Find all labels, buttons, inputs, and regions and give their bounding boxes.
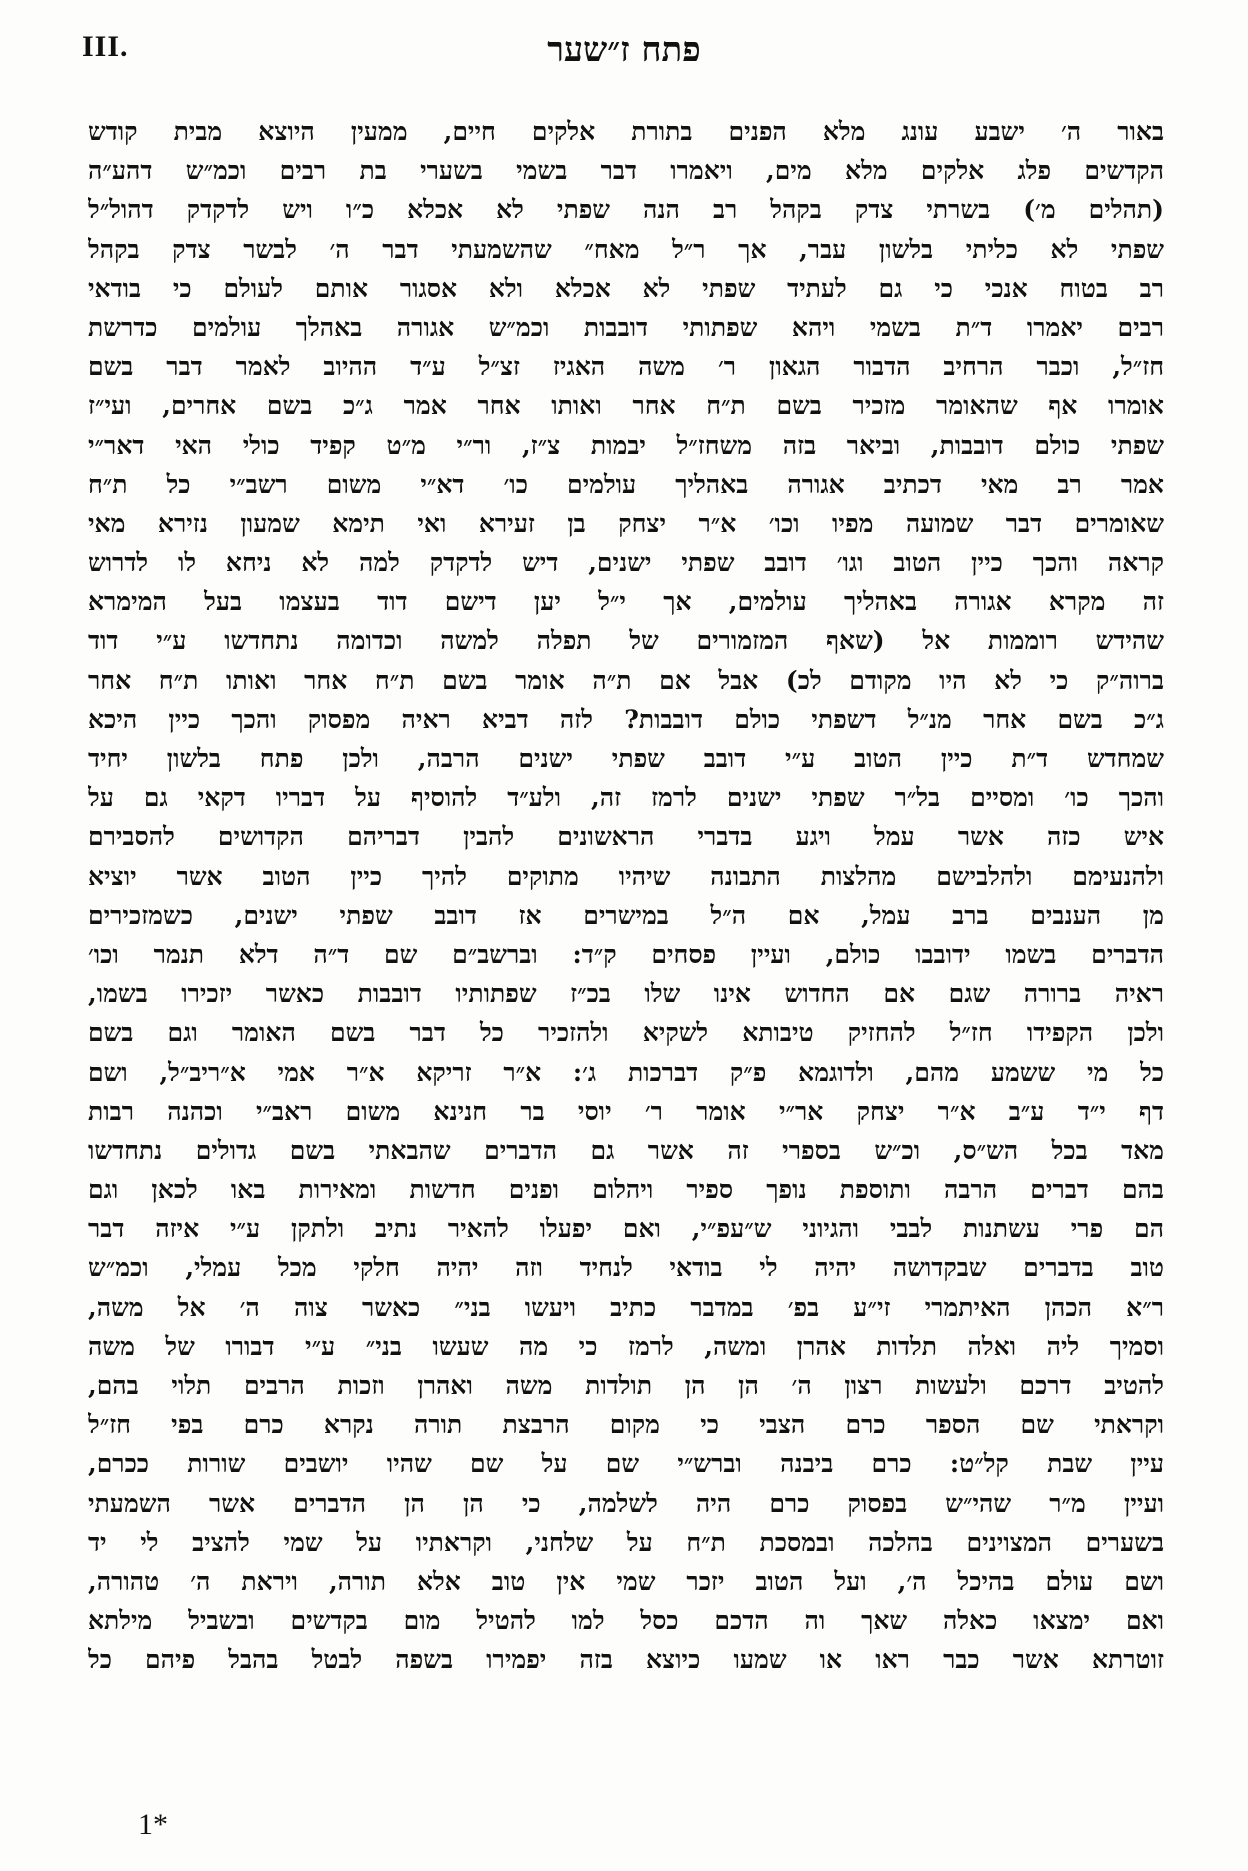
text-line: ג״כ בשם אחר מנ״ל דשפתי כולם דובבות? לזה דביא ראיה מפסוק והכך כיין היכא (88, 704, 1164, 734)
text-line: רב בטוח אנכי כי גם לעתיד שפתי לא אכלא ולא אסגור אותם לעולם כי בודאי (88, 273, 1164, 303)
text-line: זה מקרא אגורה באהליך עולמים, אך י״ל יען דישם דוד בעצמו בעל המימרא (88, 587, 1164, 617)
text-line: זוטרתא אשר כבר ראו או שמעו כיוצא בזה יפמירו בשפה לבטל בהבל פיהם כל (88, 1645, 1164, 1675)
text-line: ברוה״ק כי לא היו מקודם לכ) אבל אם ת״ה אומר בשם ת״ח אחר ואותו ת״ח אחר (88, 665, 1164, 695)
text-line: שהידש רוממות אל (שאף המזמורים של תפלה למשה וכדומה נתחדשו ע״י דוד (88, 626, 1164, 656)
text-line: ולכן הקפידו חז״ל להחזיק טיבותא לשקיא ולהזכיר כל דבר בשם האומר וגם בשם (88, 1018, 1164, 1048)
text-line: וסמיך ליה ואלה תלדות אהרן ומשה, לרמז כי מה שעשו בני״ ע״י דבורו של משה (88, 1331, 1164, 1361)
text-line: שמחדש ד״ת כיין הטוב ע״י דובב שפתי ישנים הרבה, ולכן פתח בלשון יחיד (88, 744, 1164, 773)
signature-mark: 1* (138, 1808, 168, 1841)
text-line: ר״א הכהן האיתמרי זי״ע בפ׳ במדבר כתיב ויעשו בני״ כאשר צוה ה׳ אל משה, (88, 1292, 1164, 1322)
text-line: קראה והכך כיין הטוב וגו׳ דובב שפתי ישנים, דיש לדקדק למה לא ניחא לו לדרוש (88, 548, 1164, 578)
text-line: באור ה׳ ישבע עונג מלא הפנים בתורת אלקים חיים, ממעין היוצא מבית קודש (88, 117, 1164, 146)
running-head-title: פתח ז״שער (547, 30, 701, 70)
text-line: הדברים בשמו ידובבו כולם, ועיין פסחים ק״ד: וברשב״ם שם ד״ה דלא תנמר וכו׳ (88, 939, 1164, 969)
text-line: כל מי ששמע מהם, ולדוגמא פ״ק דברכות ג׳: א״ר זריקא א״ר אמי א״ריב״ל, ושם (88, 1057, 1164, 1087)
text-line: ואם ימצאו כאלה שאך וה הדכם כסל למו להטיל מום בקדשים ובשביל מילתא (88, 1606, 1164, 1636)
text-line: ולהנעימם ולהלבישם מהלצות התבונה שיהיו מתוקים להיך כיין הטוב אשר יוציא (88, 861, 1164, 891)
text-line: מאד בכל הש״ס, וכ״ש בספרי זה אשר גם הדברים שהבאתי בשם גדולים נתחדשו (88, 1135, 1164, 1165)
text-line: שאומרים דבר שמועה מפיו וכו׳ א״ר יצחק בן זעירא ואי תימא שמעון נזירא מאי (88, 508, 1164, 538)
text-line: שפתי לא כליתי בלשון עבר, אך ר״ל מאח״ שהשמעתי דבר ה׳ לבשר צדק בקהל (88, 234, 1164, 264)
text-line: טוב בדברים שבקדושה יהיה לי בודאי לנחיד וזה יהיה חלקי מכל עמלי, וכמ״ש (88, 1253, 1164, 1283)
text-line: עיין שבת קל״ט: כרם ביבנה וברש״י שם על שם שהיו יושבים שורות ככרם, (88, 1449, 1164, 1479)
text-line: מן הענבים ברב עמל, אם ה״ל במישרים אז דובב שפתי ישנים, כשמזכירים (88, 900, 1164, 930)
text-line: הקדשים פלג אלקים מלא מים, ויאמרו דבר בשמי בשערי בת רבים וכמ״ש דהע״ה (88, 156, 1164, 186)
text-line: רבים יאמרו ד״ת בשמי ויהא שפתותי דובבות וכמ״ש אגורה באהלך עולמים כדרשת (88, 312, 1164, 342)
text-line: ועיין מ״ר שהי״ש בפסוק כרם היה לשלמה, כי הן הן הדברים אשר השמעתי (88, 1488, 1164, 1518)
text-line: ראיה ברורה שגם אם החדוש אינו שלו בכ״ז שפתותיו דובבות כאשר יזכירו בשמו, (88, 979, 1164, 1009)
text-line: להטיב דרכם ולעשות רצון ה׳ הן הן תולדות משה ואהרן וזכות הרבים תלוי בהם, (88, 1371, 1164, 1400)
text-line: דף י״ד ע״ב א״ר יצחק אר״י אומר ר׳ יוסי בר חנינא משום ראב״י וכהנה רבות (88, 1096, 1164, 1126)
body-text (88, 112, 1164, 1680)
text-line: אומרו אף שהאומר מזכיר בשם ת״ח אחר ואותו אחר אמר ג״כ בשם אחרים, ועי״ז (88, 391, 1164, 421)
text-line: וקראתי שם הספר כרם הצבי כי מקום הרבצת תורה נקרא כרם בפי חז״ל (88, 1410, 1164, 1440)
text-line: שפתי כולם דובבות, וביאר בזה משחז״ל יבמות צ״ז, ור״י מ״ט קפיד כולי האי דאר״י (88, 430, 1164, 460)
text-line: בהם דברים הרבה ותוספת נופך ספיר ויהלום ופנים חדשות ומאירות באו לכאן וגם (88, 1175, 1164, 1205)
text-line: איש כזה אשר עמל ויגע בדברי הראשונים להבין דבריהם הקדושים להסבירם (88, 822, 1164, 852)
text-line: חז״ל, וכבר הרחיב הדבור הגאון ר׳ משה האגיז זצ״ל ע״ד ההיוב לאמר דבר בשם (88, 352, 1164, 382)
text-line: בשערים המצוינים בהלכה ובמסכת ת״ח על שלחני, וקראתיו על שמי להציב לי יד (88, 1527, 1164, 1557)
page-number: III. (82, 30, 129, 63)
text-line: ושם עולם בהיכל ה׳, ועל הטוב יזכר שמי אין טוב אלא תורה, ויראת ה׳ טהורה, (88, 1566, 1164, 1596)
text-line: (תהלים מ׳) בשרתי צדק בקהל רב הנה שפתי לא אכלא כ״ו ויש לדקדק דהול״ל (88, 195, 1164, 225)
text-line: והכך כו׳ ומסיים בל״ר שפתי ישנים לרמז זה, ולע״ד להוסיף על דבריו דקאי גם על (88, 783, 1164, 813)
text-line: אמר רב מאי דכתיב אגורה באהליך עולמים כו׳ דא״י משום רשב״י כל ת״ח (88, 469, 1164, 499)
text-line: הם פרי עשתנות לבבי והגיוני ש״עפ״י, ואם יפעלו להאיר נתיב ולתקן ע״י איזה דבר (88, 1214, 1164, 1244)
